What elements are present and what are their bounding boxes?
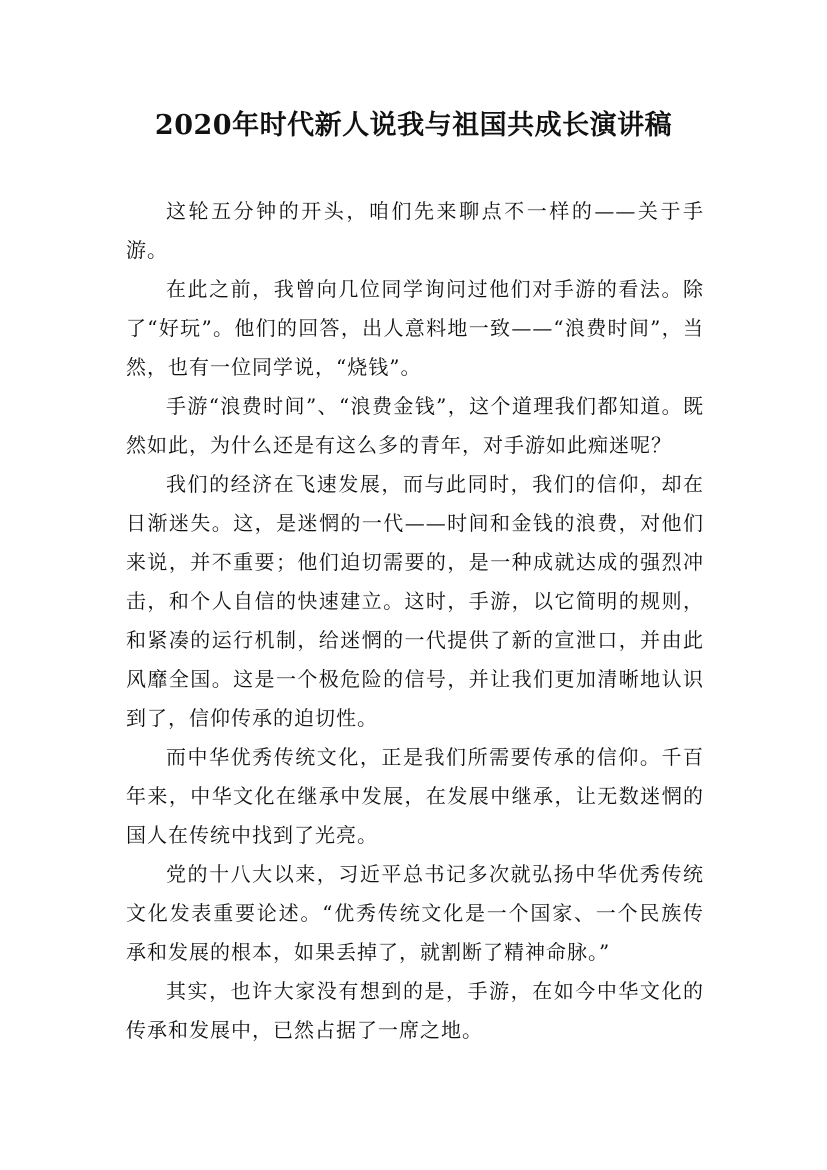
document-body <box>126 192 704 1050</box>
document-title: 2020年时代新人说我与祖国共成长演讲稿 <box>154 110 673 141</box>
paragraph: 而中华优秀传统文化，正是我们所需要传承的信仰。千百年来，中华文化在继承中发展，在发展中继承，让无数迷惘的国人在传统中找到了光亮。 <box>126 745 704 847</box>
paragraph: 我们的经济在飞速发展，而与此同时，我们的信仰，却在日渐迷失。这，是迷惘的一代——时间和金钱的浪费，对他们来说，并不重要；他们迫切需要的，是一种成就达成的强烈冲击，和个人自信的快速建立。这时，手游，以它简明的规则，和紧凑的运行机制，给迷惘的一代提供了新的宣泄口，并由此风靡全国。这是一个极危险的信号，并让我们更加清晰地认识到了，信仰传承的迫切性。 <box>126 472 704 730</box>
paragraph: 在此之前，我曾向几位同学询问过他们对手游的看法。除了“好玩”。他们的回答，出人意料地一致——“浪费时间”，当然，也有一位同学说，“烧钱”。 <box>126 277 704 379</box>
paragraph: 这轮五分钟的开头，咱们先来聊点不一样的——关于手游。 <box>126 199 704 262</box>
paragraph: 党的十八大以来，习近平总书记多次就弘扬中华优秀传统文化发表重要论述。“优秀传统文化是一个国家、一个民族传承和发展的根本，如果丢掉了，就割断了精神命脉。” <box>126 862 704 964</box>
paragraph: 手游“浪费时间”、“浪费金钱”，这个道理我们都知道。既然如此，为什么还是有这么多的青年，对手游如此痴迷呢？ <box>126 394 704 457</box>
paragraph: 其实，也许大家没有想到的是，手游，在如今中华文化的传承和发展中，已然占据了一席之地。 <box>126 979 704 1042</box>
